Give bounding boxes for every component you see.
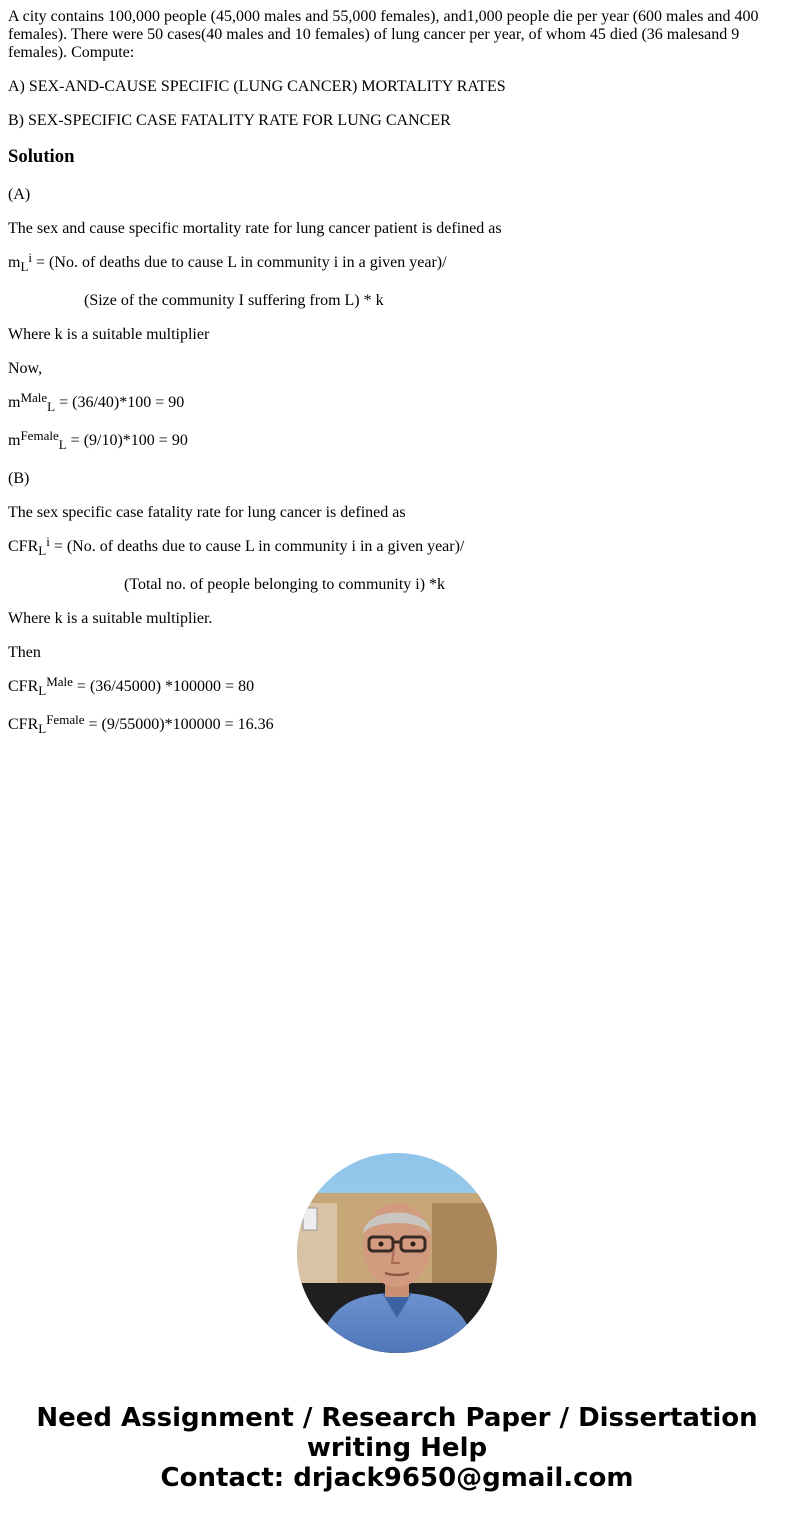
part-a-now: Now, — [8, 360, 43, 377]
part-b-question: B) SEX-SPECIFIC CASE FATALITY RATE FOR LUNG CANCER — [8, 112, 451, 129]
part-a-definition: The sex and cause specific mortality rate for lung cancer patient is defined as — [8, 220, 502, 237]
part-b-then: Then — [8, 644, 41, 661]
avatar-portrait — [297, 1153, 497, 1353]
mortality-formula: $m_L^i = (No$. of deaths due to cause L in community i in a given year)/ — [8, 250, 447, 274]
female-mortality-rate: $m^{Female}_L = (9/10)*100 = 90$ — [8, 428, 188, 452]
footer-line-2: writing Help — [306, 1433, 488, 1463]
footer-contact: Contact: drjack9650@gmail.com — [160, 1463, 634, 1493]
document-body — [8, 8, 786, 754]
female-cfr: $CFR_L^{Female} = (9/55000)*100000 = 16.36$ — [8, 712, 274, 736]
male-cfr: $CFR_L^{Male} = (36/45000) *100000 = 80$ — [8, 674, 255, 698]
cfr-formula-denominator: (Total no. of people belonging to community i) *k — [124, 576, 446, 593]
author-avatar — [297, 1153, 497, 1353]
part-a-label: (A) — [8, 186, 31, 203]
part-b-definition: The sex specific case fatality rate for lung cancer is defined as — [8, 504, 406, 521]
footer-line-1: Need Assignment / Research Paper / Dissertation — [36, 1403, 758, 1433]
male-mortality-rate: $m^{Male}_L = (36/40)*100 = 90$ — [8, 390, 185, 414]
part-a-where: Where k is a suitable multiplier — [8, 326, 210, 343]
mortality-formula-denominator: (Size of the community I suffering from L) * k — [84, 292, 384, 309]
cfr-formula: $CFR_L^i = (No$. of deaths due to cause L in community i in a given year)/ — [8, 534, 465, 558]
part-a-question: A) SEX-AND-CAUSE SPECIFIC (LUNG CANCER) MORTALITY RATES — [8, 78, 506, 95]
part-b-label: (B) — [8, 470, 30, 487]
footer-banner — [0, 1403, 794, 1493]
part-b-where: Where k is a suitable multiplier. — [8, 610, 213, 627]
problem-statement: A city contains 100,000 people (45,000 males and 55,000 females), and1,000 people die per year (600 males and 400 females). There were 50 cases(40 males and 10 females) of lung cancer per year, of whom 45 died (36 malesand 9 females). Compute: — [8, 8, 759, 61]
solution-heading: Solution — [8, 146, 75, 167]
